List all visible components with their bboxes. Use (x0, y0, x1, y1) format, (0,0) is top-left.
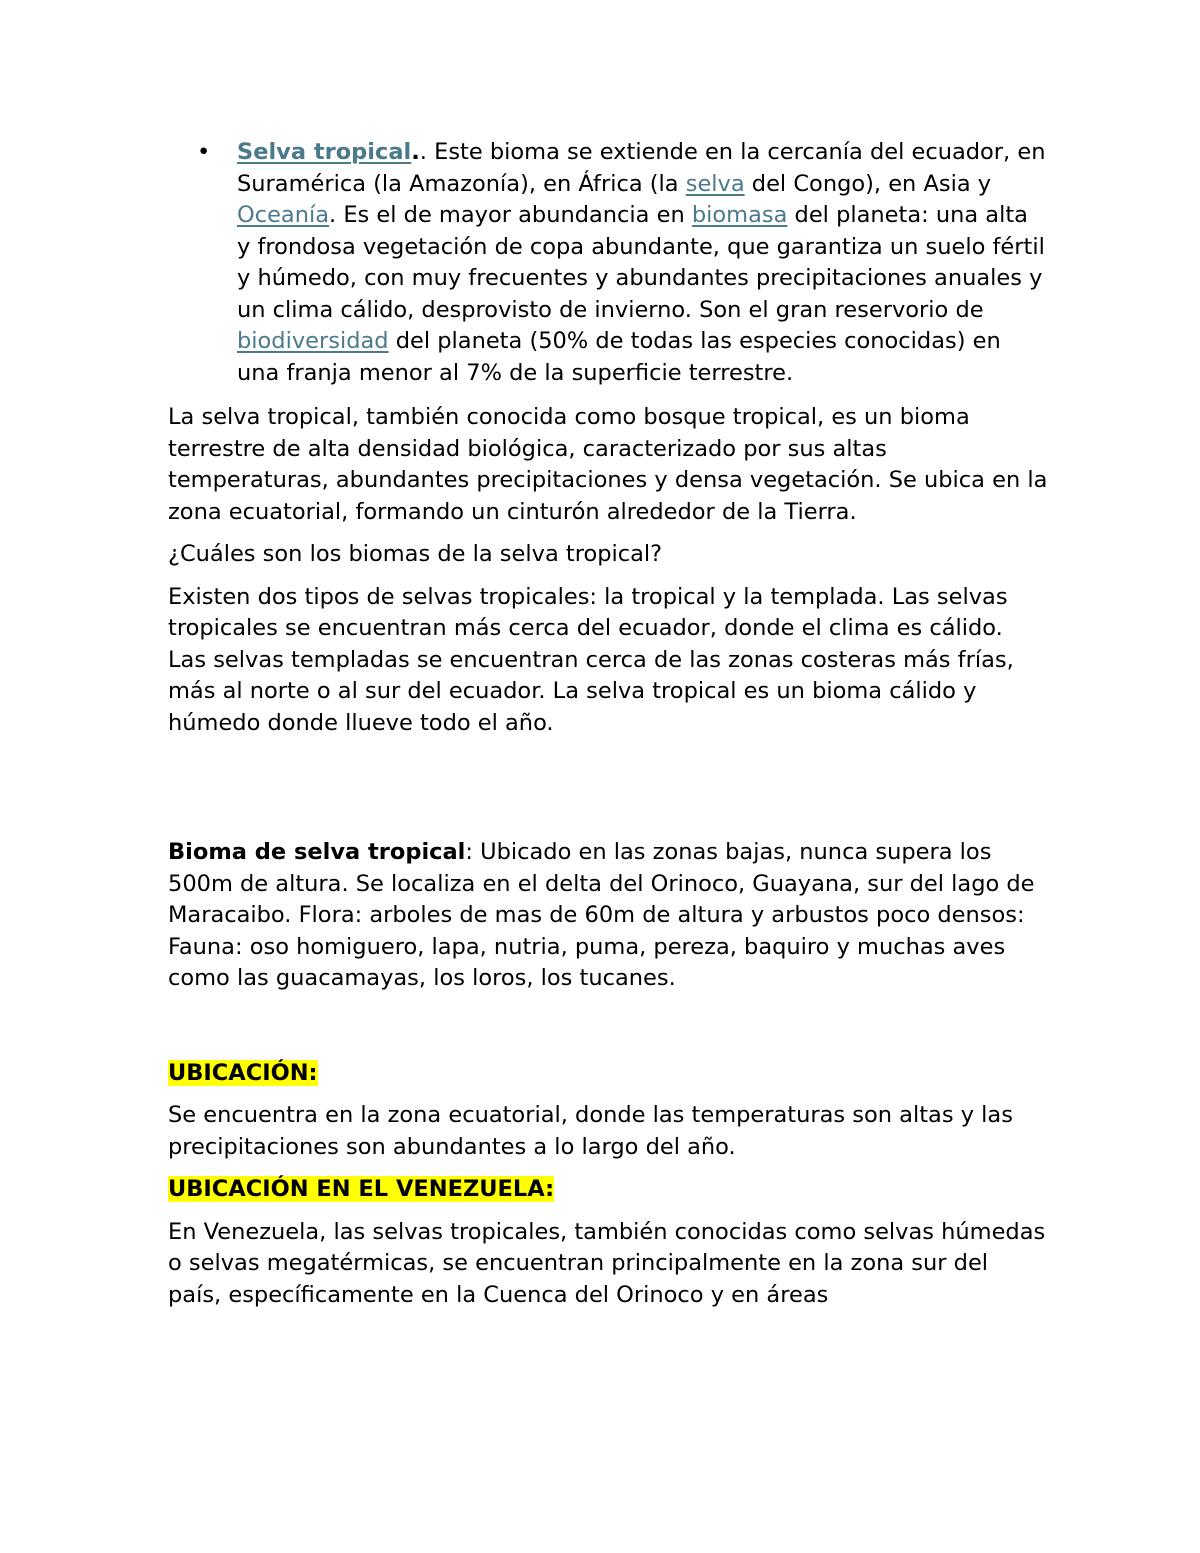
paragraph-ubicacion: Se encuentra en la zona ecuatorial, donde las temperaturas son altas y las precipitaciones son abundantes a lo largo del año. (168, 1102, 1013, 1160)
link-oceania[interactable]: Oceanía (237, 202, 330, 228)
bullet-dot-icon: • (197, 139, 211, 165)
bullet-text-4: del planeta: una alta y frondosa vegetación de copa abundante, que garantiza un suelo fértil y húmedo, con muy frecuentes y abundantes precipitaciones anuales y un clima cálido, desprovisto de invierno. Son el gran reservorio de (237, 202, 1045, 323)
link-selva-tropical[interactable]: Selva tropical (237, 139, 412, 165)
heading-venezuela-text: UBICACIÓN EN EL VENEZUELA: (168, 1176, 555, 1202)
paragraph-types: Existen dos tipos de selvas tropicales: la tropical y la templada. Las selvas tropicales se encuentran más cerca del ecuador, donde el clima es cálido. Las selvas templadas se encuentran cerca de las zonas costeras más frías, más al norte o al sur del ecuador. La selva tropical es un bioma cálido y húmedo donde llueve todo el año. (168, 583, 1014, 736)
bioma-text: : Ubicado en las zonas bajas, nunca supera los 500m de altura. Se localiza en el delta del Orinoco, Guayana, sur del lago de Maracaibo. Flora: arboles de mas de 60m de altura y arbustos poco densos: Fauna: oso homiguero, lapa, nutria, puma, pereza, baquiro y muchas aves como las guacamayas, los loros, los tucanes. (168, 839, 1035, 991)
paragraph-intro: La selva tropical, también conocida como bosque tropical, es un bioma terrestre de alta densidad biológica, caracterizado por sus altas temperaturas, abundantes precipitaciones y densa vegetación. Se ubica en la zona ecuatorial, formando un cinturón alrededor de la Tierra. (168, 404, 1048, 525)
bullet-item-selva-tropical (168, 137, 1048, 389)
heading-venezuela (168, 1174, 1048, 1206)
heading-ubicacion (168, 1058, 1048, 1090)
spacer (168, 750, 1048, 837)
bioma-label: Bioma de selva tropical (168, 839, 466, 865)
paragraph-question: ¿Cuáles son los biomas de la selva tropical? (168, 541, 663, 567)
bullet-text-5: del planeta (50% de todas las especies conocidas) en una franja menor al 7% de la superficie terrestre. (237, 328, 1001, 386)
link-biomasa[interactable]: biomasa (691, 202, 788, 228)
title-period: . (411, 139, 420, 165)
bullet-list (168, 137, 1048, 389)
link-biodiversidad[interactable]: biodiversidad (237, 328, 389, 354)
heading-ubicacion-text: UBICACIÓN: (168, 1059, 318, 1086)
bullet-text-3: . Es el de mayor abundancia en (329, 202, 692, 228)
bullet-text-1: . Este bioma se extiende en la cercanía del ecuador, en Suramérica (la Amazonía), en África (la (237, 139, 1046, 197)
document-body (168, 137, 1048, 1322)
paragraph-bioma (168, 837, 1048, 995)
bullet-text-2: del Congo), en Asia y (744, 170, 992, 197)
spacer (168, 1006, 1048, 1058)
link-selva[interactable]: selva (685, 170, 745, 197)
paragraph-venezuela: En Venezuela, las selvas tropicales, también conocidas como selvas húmedas o selvas megatérmicas, se encuentran principalmente en la zona sur del país, específicamente en la Cuenca del Orinoco y en áreas (168, 1218, 1046, 1308)
